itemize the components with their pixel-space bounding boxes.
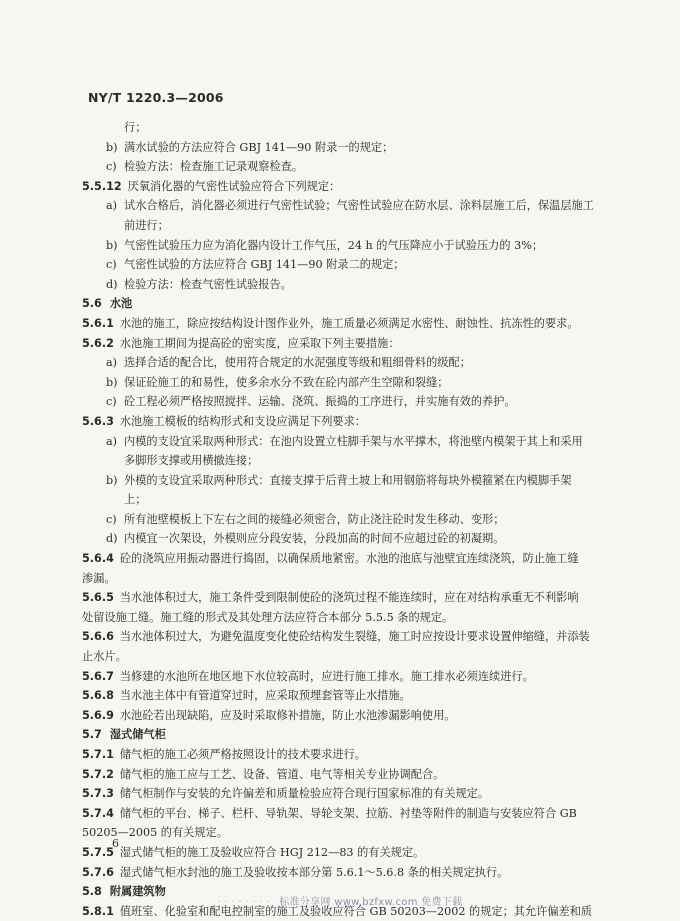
line-text: 当水池主体中有管道穿过时，应采取预埋套管等止水措施。 — [119, 689, 411, 703]
clause-number: 5.6.7 — [82, 669, 114, 683]
line-text: 外模的支设宜采取两种形式：直接支撑于后背土坡上和用钢筋将每块外模箍紧在内模脚手架 — [124, 473, 572, 487]
section-title: 水池 — [109, 297, 133, 311]
clause-number: 5.7.3 — [82, 787, 114, 801]
clause-number: 5.6 — [82, 297, 102, 311]
line-text: 保证砼施工的和易性，使多余水分不致在砼内部产生空隙和裂缝； — [124, 375, 449, 389]
clause-number: 5.8 — [82, 885, 102, 899]
continuation-line — [82, 608, 602, 628]
line-text: 渗漏。 — [82, 571, 116, 585]
clause — [82, 804, 602, 824]
line-text: 储气柜的平台、梯子、栏杆、导轨架、导轮支架、拉筋、衬垫等附件的制造与安装应符合 GB — [119, 806, 577, 820]
line-text: 水池施工模板的结构形式和支设应满足下列要求： — [119, 414, 366, 428]
clause — [82, 686, 602, 706]
line-text: 处留设施工缝。施工缝的形式及其处理方法应符合本部分 5.5.5 条的规定。 — [82, 610, 454, 624]
clause-number: 5.6.1 — [82, 316, 114, 330]
list-item — [82, 157, 602, 177]
line-text: 储气柜的施工应与工艺、设备、管道、电气等相关专业协调配合。 — [119, 767, 445, 781]
continuation-line — [82, 451, 602, 471]
list-marker: a) — [106, 199, 118, 213]
line-text: 当水池体积过大，为避免温度变化使砼结构发生裂缝，施工时应按设计要求设置伸缩缝，并添装 — [119, 630, 590, 644]
line-text: 储气柜的施工必须严格按照设计的技术要求进行。 — [119, 748, 366, 761]
line-text: 内模的支设宜采取两种形式：在池内设置立柱脚手架与水平撑木，将池壁内模架于其上和采用 — [124, 434, 583, 448]
clause — [82, 314, 602, 334]
line-text: 储气柜制作与安装的允许偏差和质量检验应符合现行国家标准的有关规定。 — [119, 787, 490, 801]
list-marker: a) — [106, 434, 118, 448]
line-text: 多脚形支撑或用横撤连接； — [124, 454, 259, 468]
line-text: 检验方法：检查气密性试验报告。 — [124, 277, 292, 291]
list-marker: d) — [106, 532, 118, 546]
continuation-line — [82, 647, 602, 667]
line-text: 值班室、化验室和配电控制室的施工及验收应符合 GB 50203—2002 的规定；其允许偏差和质 — [119, 904, 593, 918]
line-text: 所有池壁模板上下左右之间的接缝必须密合，防止浇注砼时发生移动、变形； — [124, 512, 505, 526]
list-item — [82, 196, 602, 216]
section-heading — [82, 725, 602, 745]
line-text: 50205—2005 的有关规定。 — [82, 826, 228, 840]
list-item — [82, 471, 602, 491]
list-item — [82, 236, 602, 256]
clause — [82, 627, 602, 647]
clause-number: 5.7.5 — [82, 845, 114, 859]
line-text: 气密性试验压力应为消化器内设计工作气压，24 h 的气压降应小于试验压力的 3%； — [124, 238, 544, 252]
line-text: 水池的施工，除应按结构设计图作业外，施工质量必须满足水密性、耐蚀性、抗冻性的要求。 — [119, 316, 579, 330]
clause-number: 5.7.2 — [82, 767, 114, 781]
footer-text: 标准分享网 www.bzfxw.com 免费下载 — [279, 897, 463, 908]
line-text: 前进行； — [124, 218, 169, 232]
clause — [82, 784, 602, 804]
clause-number: 5.7.6 — [82, 865, 114, 879]
continuation-line — [82, 490, 602, 510]
section-title: 湿式储气柜 — [109, 728, 166, 742]
line-text: 止水片。 — [82, 650, 127, 664]
clause-number: 5.7.4 — [82, 806, 114, 820]
line-text: 水池砼若出现缺陷，应及时采取修补措施，防止水池渗漏影响使用。 — [119, 708, 456, 722]
clause — [82, 549, 602, 569]
line-text: 内模宜一次架设，外模则应分段安装，分段加高的时间不应超过砼的初凝期。 — [124, 532, 505, 546]
clause-number: 5.5.12 — [82, 179, 122, 193]
list-item — [82, 510, 602, 530]
line-text: 湿式储气柜的施工及验收应符合 HGJ 212—83 的有关规定。 — [119, 845, 425, 859]
standard-code: NY/T 1220.3—2006 — [88, 90, 224, 105]
list-marker: b) — [106, 375, 118, 389]
clause-number: 5.6.2 — [82, 336, 114, 350]
continuation-line — [82, 569, 602, 589]
clause — [82, 706, 602, 726]
clause — [82, 745, 602, 765]
clause-number: 5.7.1 — [82, 748, 114, 761]
clause — [82, 765, 602, 785]
list-item — [82, 392, 602, 412]
clause-number: 5.6.3 — [82, 414, 114, 428]
line-text: 厌氧消化器的气密性试验应符合下列规定： — [127, 179, 341, 193]
list-item — [82, 529, 602, 549]
line-text: 试水合格后，消化器必须进行气密性试验；气密性试验应在防水层、涂料层施工后，保温层施工 — [124, 199, 594, 213]
continuation-line — [82, 118, 602, 138]
list-item — [82, 138, 602, 158]
clause — [82, 334, 602, 354]
line-text: 上； — [124, 493, 147, 507]
section-heading — [82, 294, 602, 314]
list-marker: d) — [106, 277, 118, 291]
line-text: 行； — [124, 121, 147, 134]
clause-number: 5.6.5 — [82, 591, 114, 605]
clause-number: 5.6.8 — [82, 689, 114, 703]
list-marker: c) — [106, 160, 117, 174]
list-item — [82, 432, 602, 452]
continuation-line — [82, 823, 602, 843]
list-marker: a) — [106, 356, 118, 370]
list-marker: c) — [106, 258, 117, 272]
list-item — [82, 275, 602, 295]
line-text: 砼的浇筑应用振动器进行捣固，以确保质地紧密。水池的池底与池壁宜连续浇筑，防止施工缝 — [119, 552, 579, 566]
line-text: 气密性试验的方法应符合 GBJ 141—90 附录二的规定； — [124, 258, 405, 272]
body-text — [82, 118, 602, 921]
clause — [82, 863, 602, 883]
continuation-line — [82, 216, 602, 236]
section-title: 附属建筑物 — [109, 885, 166, 899]
list-marker: c) — [106, 512, 117, 526]
clause — [82, 588, 602, 608]
clause-number: 5.6.4 — [82, 552, 114, 566]
line-text: 湿式储气柜水封池的施工及验收按本部分第 5.6.1～5.6.8 条的相关规定执行。 — [119, 865, 509, 879]
clause-number: 5.8.1 — [82, 904, 114, 918]
list-marker: b) — [106, 140, 118, 154]
line-text: 选择合适的配合比，使用符合规定的水泥强度等级和粗细骨料的级配； — [124, 356, 471, 370]
clause — [82, 177, 602, 197]
list-marker: b) — [106, 473, 118, 487]
clause-number: 5.6.6 — [82, 630, 114, 644]
clause-number: 5.6.9 — [82, 708, 114, 722]
list-item — [82, 373, 602, 393]
line-text: 水池施工期间为提高砼的密实度，应采取下列主要措施： — [119, 336, 400, 350]
footer-dots-icon: · · · · · · · · — [217, 897, 270, 908]
list-item — [82, 353, 602, 373]
clause-number: 5.7 — [82, 728, 102, 742]
watermark-footer — [0, 893, 680, 908]
line-text: 满水试验的方法应符合 GBJ 141—90 附录一的规定； — [124, 140, 394, 154]
line-text: 当水池体积过大，施工条件受到限制使砼的浇筑过程不能连续时，应在对结构承重无不利影响 — [119, 591, 579, 605]
page-number: 6 — [112, 837, 119, 850]
line-text: 砼工程必须严格按照搅拌、运输、浇筑、振捣的工序进行，并实施有效的养护。 — [124, 395, 516, 409]
clause — [82, 412, 602, 432]
list-marker: b) — [106, 238, 118, 252]
line-text: 检验方法：检查施工记录观察检查。 — [124, 160, 304, 174]
clause — [82, 667, 602, 687]
list-marker: c) — [106, 395, 117, 409]
clause — [82, 843, 602, 863]
list-item — [82, 255, 602, 275]
line-text: 当修建的水池所在地区地下水位较高时，应进行施工排水。施工排水必须连续进行。 — [119, 669, 534, 683]
